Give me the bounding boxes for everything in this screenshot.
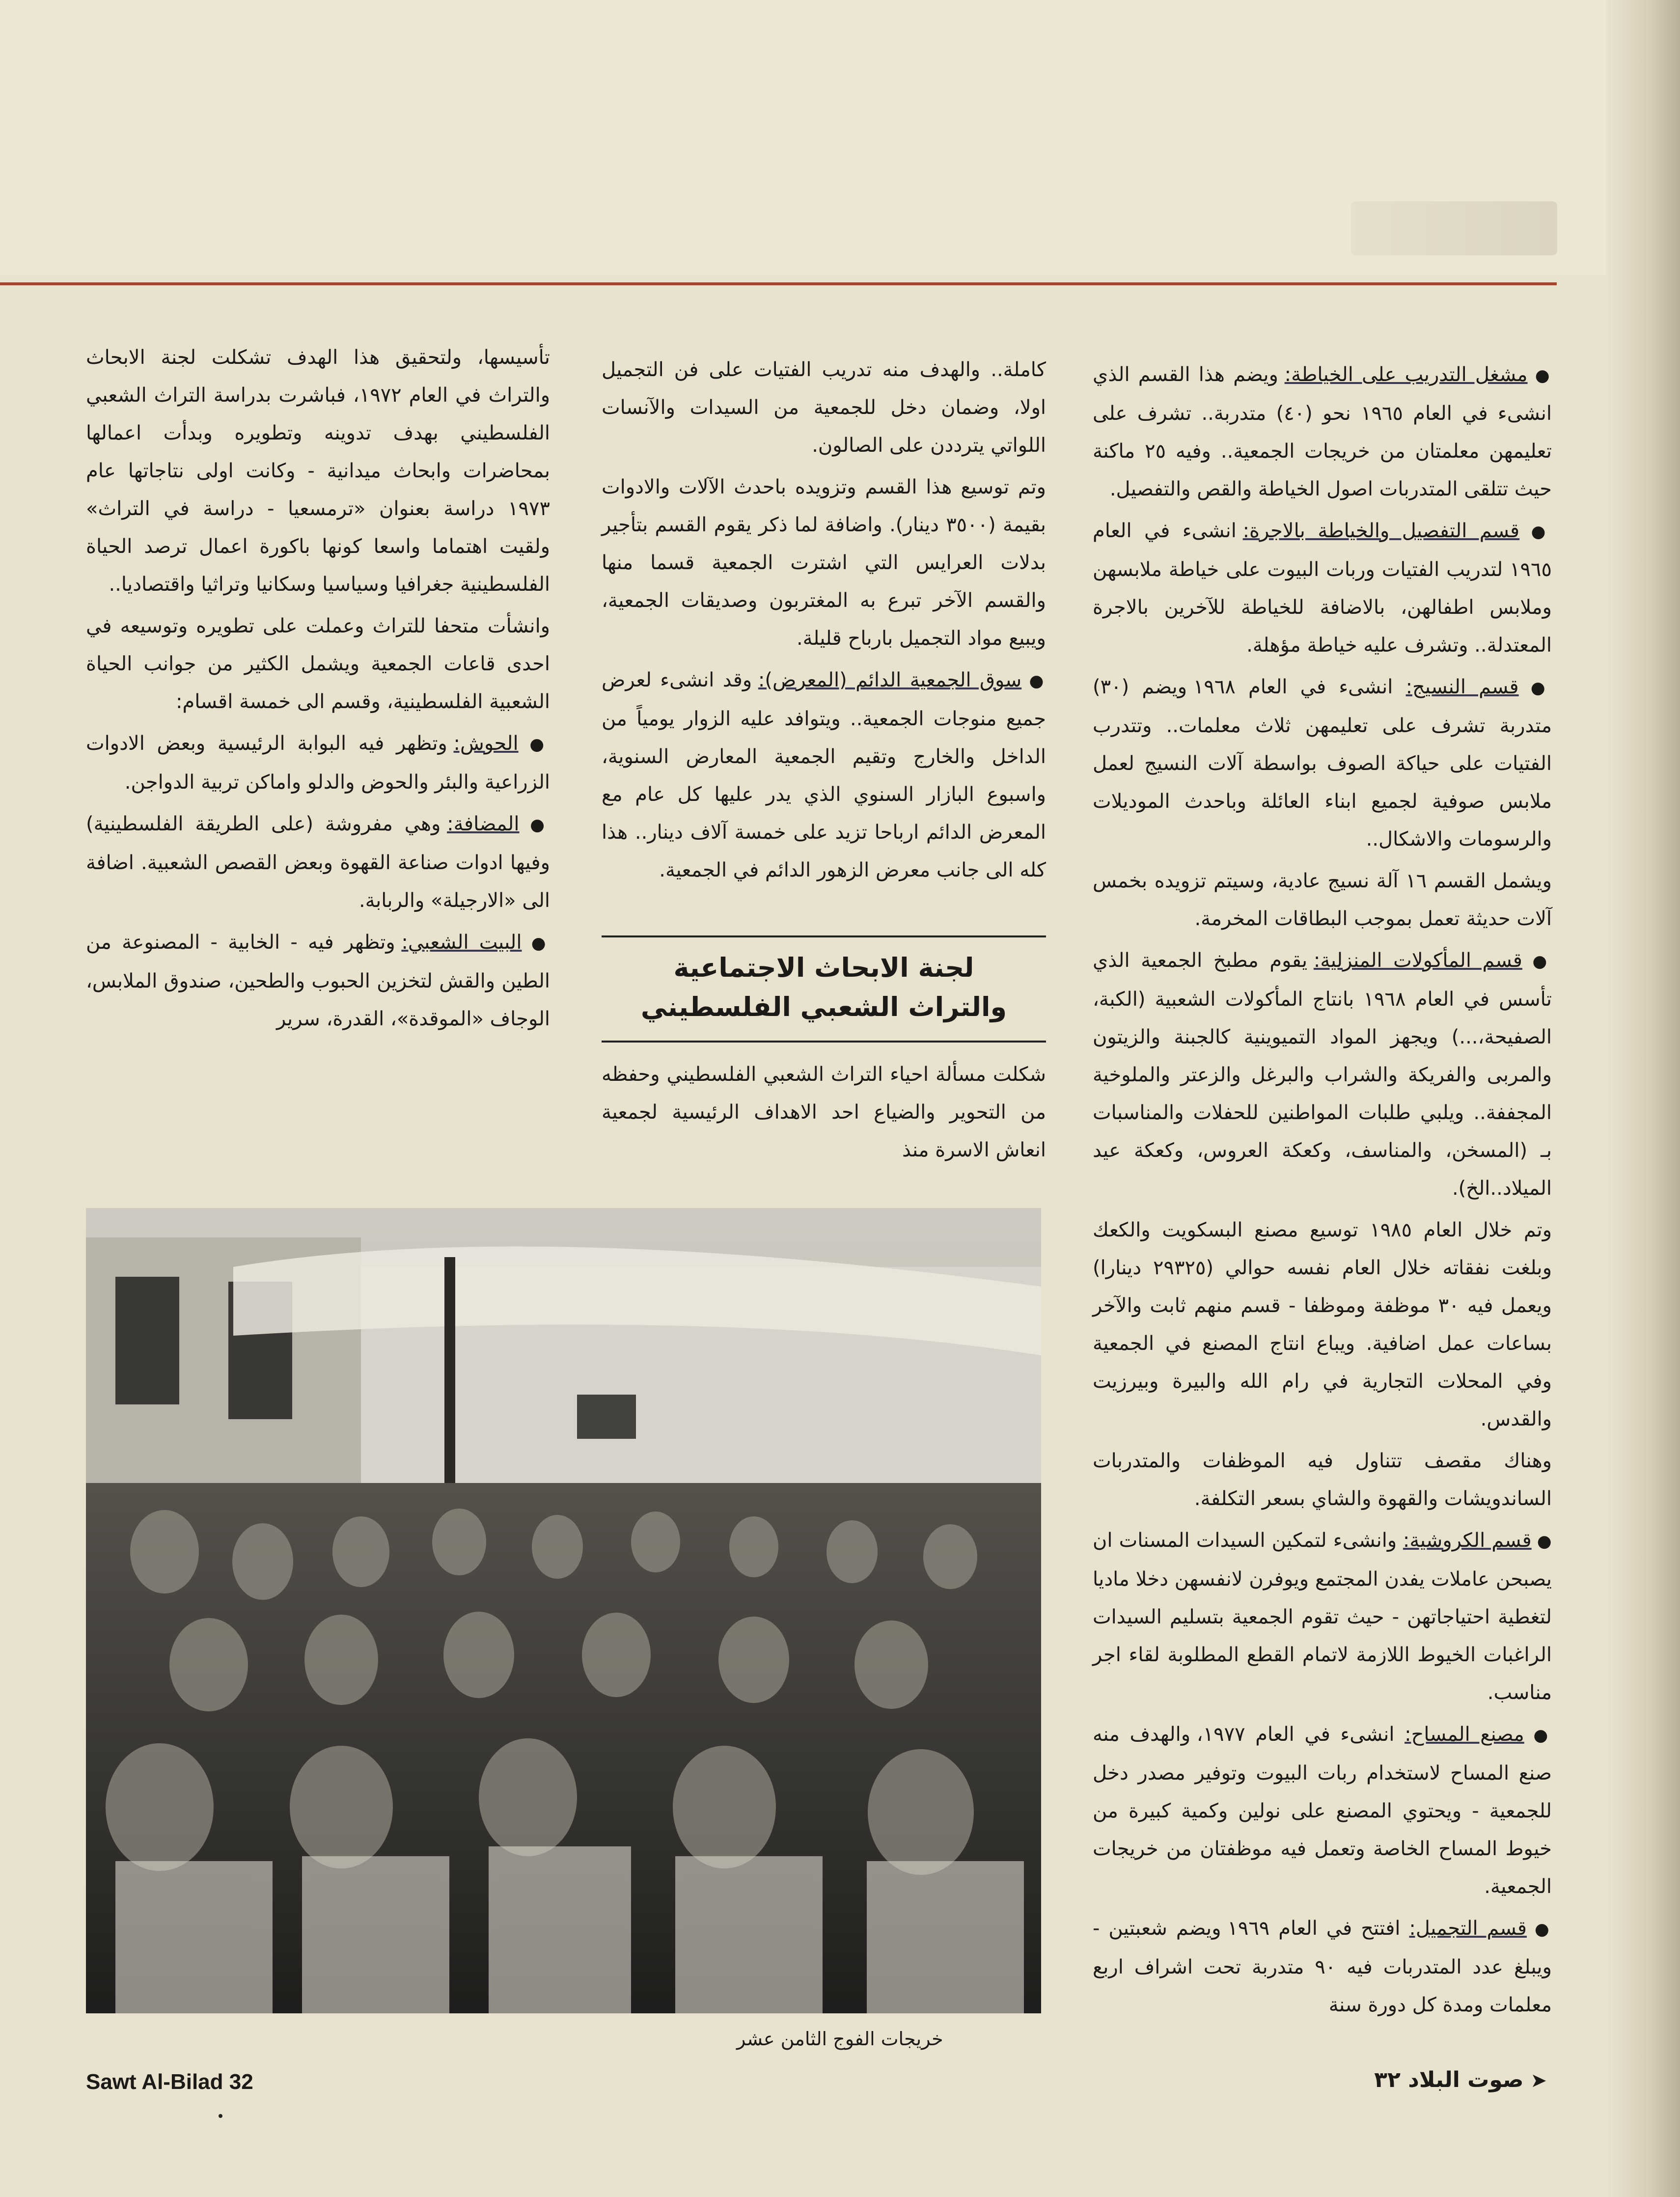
paragraph-text: وانشأت متحفا للتراث وعملت على تطويره وتوسيعه في احدى قاعات الجمعية ويشمل الكثير من جوانب الحياة الشعبية الفلسطينية، وقسم الى خمسة اقسام:: [86, 615, 550, 713]
paragraph-text: انشىء في العام ١٩٦٨ ويضم (٣٠) متدربة تشرف على تعليمهن ثلاث معلمات.. وتتدرب الفتيات على حياكة الصوف بواسطة آلات النسيج لعمل ملابس صوفية لجميع ابناء العائلة وباحدث الموديلات والرسومات والاشكال..: [1093, 676, 1552, 851]
paragraph-text: ويشمل القسم ١٦ آلة نسيج عادية، وسيتم تزويده بخمس آلات حديثة تعمل بموجب البطاقات المخرمة.: [1093, 870, 1552, 930]
paragraph: [1093, 1211, 1552, 1438]
folio-right-text: صوت البلاد ٣٢: [1374, 2067, 1524, 2092]
paragraph-heading: قسم التفصيل والخياطة بالاجرة:: [1242, 520, 1520, 542]
text-column-left: [86, 339, 550, 1042]
paragraph-heading: سوق الجمعية الدائم (المعرض):: [758, 669, 1022, 691]
text-column-middle: [602, 351, 1046, 893]
section-intro-text: [602, 1056, 1046, 1173]
paragraph: [86, 725, 550, 801]
paragraph-text: وقد انشىء لعرض جميع منوجات الجمعية.. ويتوافد عليه الزوار يومياً من الداخل والخارج وتقيم الجمعية المعارض السنوية، واسبوع البازار السنوي الذي يدر عليها كل عام مع المعرض الدائم ارباحا تزيد على خمسة آلاف دينار.. هذا كله الى جانب معرض الزهور الدائم في الجمعية.: [602, 669, 1046, 881]
paragraph-text: انشىء في العام ١٩٧٧، والهدف منه صنع المساح لاستخدام ربات البيوت وتوفير مصدر دخل للجمعية - ويحتوي المصنع على نولين وكمية كبيرة من خيوط المساح الخاصة وتعمل فيه موظفتان من خريجات الجمعية.: [1093, 1723, 1552, 1898]
section-heading: [602, 935, 1046, 1043]
paragraph-heading: المضافة:: [447, 813, 520, 835]
paragraph-heading: قسم النسيج:: [1405, 676, 1519, 698]
section-heading-line2: والتراث الشعبي الفلسطيني: [640, 991, 1007, 1022]
paragraph-text: يقوم مطبخ الجمعية الذي تأسس في العام ١٩٦٨ بانتاج المأكولات الشعبية (الكبة، الصفيحة،...) ويجهز المواد التميوينية كالجبنة والزيتون والمربى والفريكة والشراب والبرغل والزعتر والملوخية المجففة.. ويلبي طلبات المواطنين للحفلات والمناسبات بـ (المسخن، والمناسف، وكعكة العروس، وكعكة عيد الميلاد..الخ).: [1093, 949, 1552, 1200]
photo-caption: خريجات الفوج الثامن عشر: [737, 2028, 943, 2050]
paragraph: [1093, 1910, 1552, 2024]
faded-header-block: [1351, 201, 1557, 255]
arrow-left-icon: ➤: [1530, 2069, 1547, 2092]
folio-left: Sawt Al-Bilad 32: [86, 2070, 253, 2094]
header-rule: [0, 282, 1557, 285]
paragraph: [1093, 942, 1552, 1208]
paragraph-text: تأسيسها، ولتحقيق هذا الهدف تشكلت لجنة الابحاث والتراث في العام ١٩٧٢، فباشرت بدراسة التراث الشعبي الفلسطيني بهدف تدوينه وتطويره وبدأت اعمالها بمحاضرات وابحاث ميدانية - وكانت اولى نتاجاتها عام ١٩٧٣ دراسة بعنوان «ترمسعيا - دراسة في التراث» ولقيت اهتماما واسعا كونها باكورة اعمال ترصد الحياة الفلسطينية جغرافيا وسياسيا وسكانيا وتراثيا واقتصاديا..: [86, 346, 551, 596]
paragraph: [1093, 356, 1552, 508]
text-column-right: [1093, 356, 1552, 2028]
paragraph-heading: قسم الكروشية:: [1403, 1529, 1532, 1552]
paragraph: [602, 468, 1046, 658]
paragraph: [86, 607, 550, 721]
paragraph-heading: الحوش:: [453, 732, 519, 755]
page-binding-shadow: [1606, 0, 1680, 2197]
paragraph: [1093, 668, 1552, 858]
paragraph-heading: البيت الشعبي:: [401, 931, 522, 954]
paragraph: [1093, 512, 1552, 664]
paragraph-text: وانشىء لتمكين السيدات المسنات ان يصبحن عاملات يفدن المجتمع ويوفرن لانفسهن دخلا ماديا لتغطية احتياجاتهن - حيث تقوم الجمعية بتسليم السيدات الراغبات الخيوط اللازمة لاتمام القطع المطلوبة لقاء اجر مناسب.: [1093, 1529, 1552, 1704]
paragraph-heading: مشغل التدريب على الخياطة:: [1284, 363, 1528, 386]
paragraph-text: كاملة.. والهدف منه تدريب الفتيات على فن التجميل اولا، وضمان دخل للجمعية من السيدات والآنسات اللواتي يترددن على الصالون.: [602, 358, 1046, 457]
paragraph: [1093, 1716, 1552, 1906]
photo-illustration: [86, 1208, 1041, 2013]
paragraph-text: وتظهر فيه البوابة الرئيسية وبعض الادوات الزراعية والبئر والحوض والدلو واماكن تربية الدواجن.: [86, 732, 550, 794]
group-photo: [86, 1208, 1041, 2013]
paragraph: [602, 351, 1046, 465]
paragraph-heading: قسم التجميل:: [1409, 1917, 1527, 1940]
paragraph-heading: مصنع المساح:: [1405, 1723, 1524, 1746]
paragraph-text: وتم توسيع هذا القسم وتزويده باحدث الآلات والادوات بقيمة (٣٥٠٠ دينار). واضافة لما ذكر يقوم القسم بتأجير بدلات العرايس التي اشترت الجمعية قسما منها والقسم الآخر تبرع به المغتربون وصديقات الجمعية، ويبيع مواد التجميل بارباح قليلة.: [602, 476, 1047, 650]
paragraph-text: وتظهر فيه - الخابية - المصنوعة من الطين والقش لتخزين الحبوب والطحين، صندوق الملابس، الوجاف «الموقدة»، القدرة، سرير: [86, 931, 550, 1030]
paragraph-text: انشىء في العام ١٩٦٥ لتدريب الفتيات وربات البيوت على خياطة ملابسهن وملابس اطفالهن، بالاضافة للخياطة للآخرين بالاجرة المعتدلة.. وتشرف عليه خياطة مؤهلة.: [1093, 520, 1552, 657]
paragraph: [86, 924, 550, 1038]
paragraph-text: افتتح في العام ١٩٦٩ ويضم شعبتين - ويبلغ عدد المتدربات فيه ٩٠ متدربة تحت اشراف اربع معلمات ومدة كل دورة سنة: [1093, 1917, 1552, 2016]
paragraph-text: وهناك مقصف تتناول فيه الموظفات والمتدربات الساندويشات والقهوة والشاي بسعر التكلفة.: [1093, 1450, 1552, 1510]
paragraph: [1093, 1442, 1552, 1518]
paragraph-text: ويضم هذا القسم الذي انشىء في العام ١٩٦٥ نحو (٤٠) متدربة.. تشرف على تعليمهن معلمتان من خريجات الجمعية.. وفيه ٢٥ ماكنة حيث تتلقى المتدربات اصول الخياطة والقص والتفصيل.: [1093, 363, 1552, 500]
paragraph: شكلت مسألة احياء التراث الشعبي الفلسطيني وحفظه من التحوير والضياع احد الاهداف الرئيسية لجمعية انعاش الاسرة منذ: [602, 1063, 1046, 1161]
folio-right: [1326, 2067, 1547, 2092]
paragraph: [86, 805, 550, 920]
paragraph: [86, 339, 550, 604]
paragraph: [602, 661, 1046, 889]
print-dot: [219, 2114, 222, 2118]
paragraph: [1093, 1522, 1552, 1712]
paragraph: [1093, 862, 1552, 938]
paragraph-text: وهي مفروشة (على الطريقة الفلسطينية) وفيها ادوات صناعة القهوة وبعض القصص الشعبية. اضافة الى «الارجيلة» والربابة.: [86, 813, 550, 912]
paragraph-heading: قسم المأكولات المنزلية:: [1313, 949, 1522, 972]
paragraph-text: وتم خلال العام ١٩٨٥ توسيع مصنع البسكويت والكعك وبلغت نفقاته خلال العام نفسه حوالي (٢٩٣٢٥ دينارا) ويعمل فيه ٣٠ موظفة وموظفا - قسم منهم ثابت والآخر بساعات عمل اضافية. ويباع انتاج المصنع في الجمعية وفي المحلات التجارية في رام الله والبيرة وبيرزيت والقدس.: [1093, 1219, 1552, 1430]
section-heading-line1: لجنة الابحاث الاجتماعية: [673, 952, 974, 983]
